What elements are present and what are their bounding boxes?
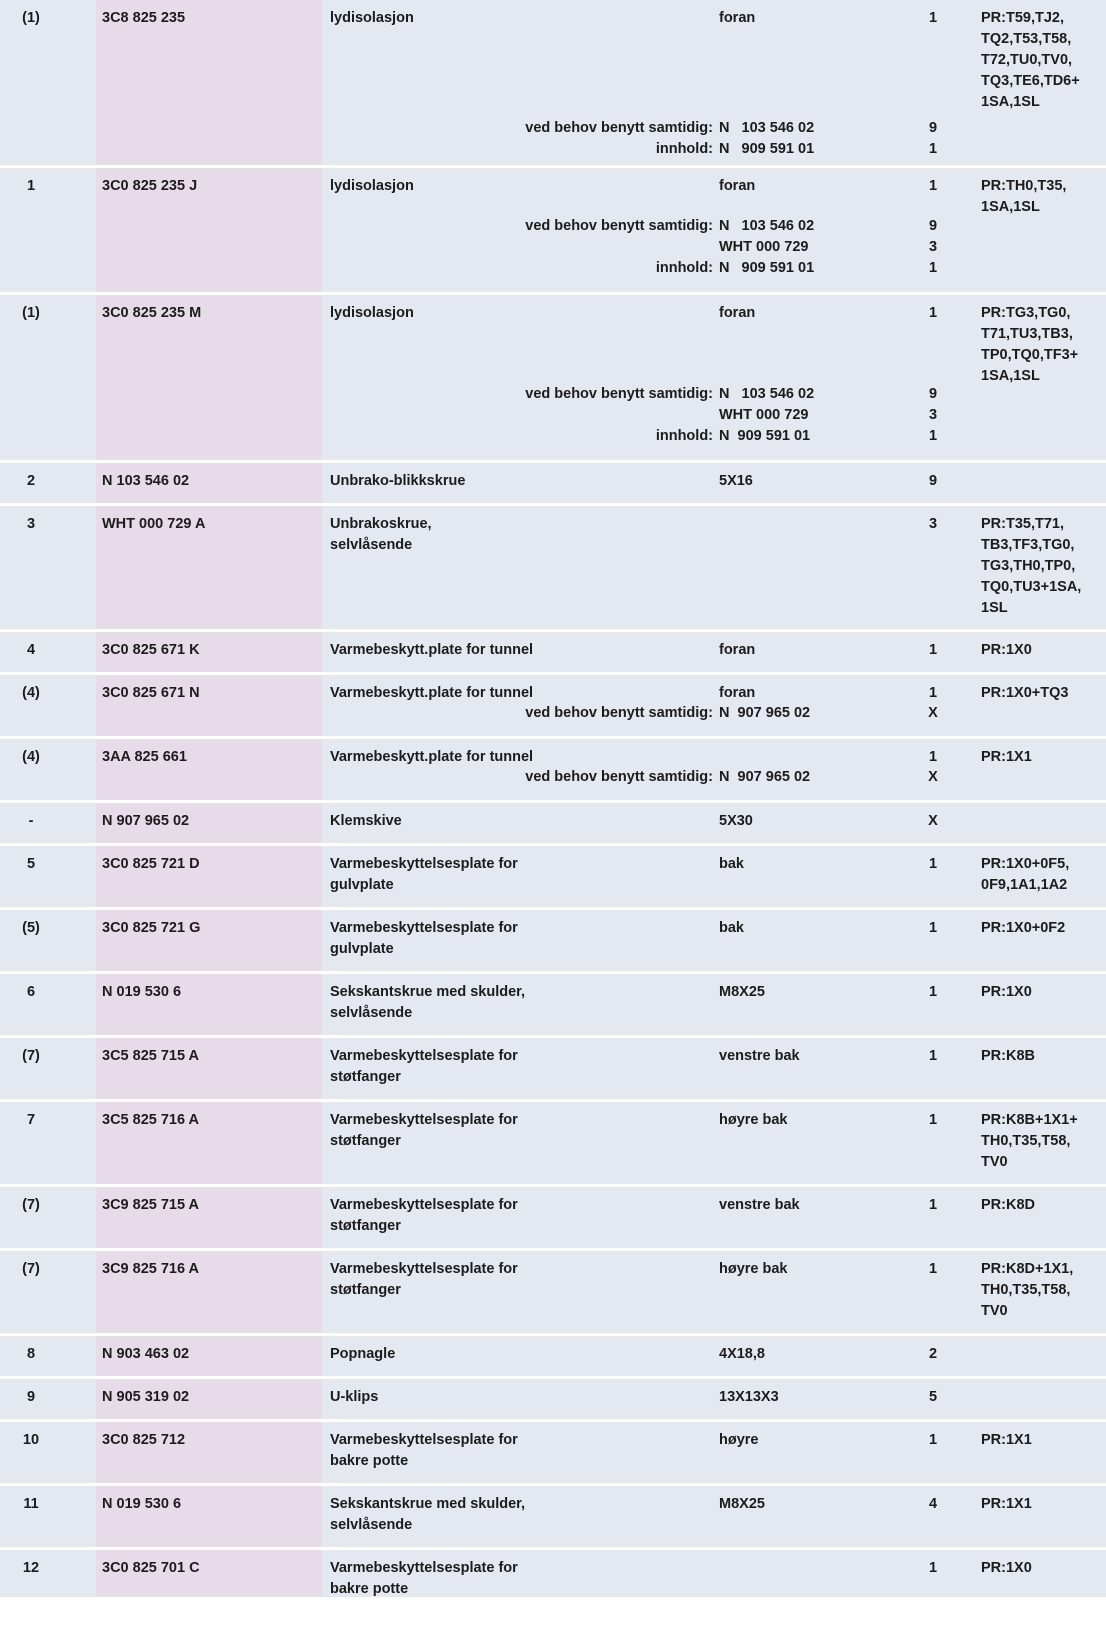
remark-cell: 5X16 bbox=[719, 473, 753, 489]
model-data-cell bbox=[981, 683, 1103, 704]
model-data-cell bbox=[981, 176, 1103, 218]
model-data-line: TG3,TH0,TP0, bbox=[981, 558, 1076, 574]
sub-part-number[interactable]: N 909 591 01 bbox=[719, 141, 815, 157]
position-cell: 5 bbox=[26, 856, 36, 872]
table-row bbox=[0, 295, 1106, 463]
description-cell: Varmebeskyttelsesplate for støtfanger bbox=[330, 1048, 518, 1085]
model-data-cell bbox=[981, 918, 1103, 939]
position-cell: 8 bbox=[26, 1346, 36, 1362]
model-data-line: T71,TU3,TB3, bbox=[981, 326, 1073, 342]
sub-part-quantity: 1 bbox=[928, 260, 938, 276]
model-data-line: PR:1X0+0F2 bbox=[981, 920, 1066, 936]
sub-part-label: ved behov benytt samtidig: bbox=[525, 705, 713, 721]
quantity-cell: 3 bbox=[928, 516, 938, 532]
table-row bbox=[0, 803, 1106, 846]
model-data-line: TH0,T35,T58, bbox=[981, 1133, 1071, 1149]
quantity-cell: 4 bbox=[928, 1496, 938, 1512]
model-data-line: PR:K8D+1X1, bbox=[981, 1261, 1074, 1277]
position-cell: 3 bbox=[26, 516, 36, 532]
description-cell: Varmebeskyttelsesplate for støtfanger bbox=[330, 1261, 518, 1298]
position-cell: 2 bbox=[26, 473, 36, 489]
sub-part-quantity: 3 bbox=[928, 239, 938, 255]
position-cell: 4 bbox=[26, 642, 36, 658]
quantity-cell: 1 bbox=[928, 749, 938, 765]
sub-part-line bbox=[0, 258, 1106, 279]
part-number-cell[interactable]: 3C0 825 712 bbox=[102, 1432, 186, 1448]
model-data-cell bbox=[981, 1046, 1103, 1067]
description-cell: Varmebeskyttelsesplate for støtfanger bbox=[330, 1112, 518, 1149]
remark-cell: høyre bak bbox=[719, 1261, 788, 1277]
sub-part-number[interactable]: N 909 591 01 bbox=[719, 428, 811, 444]
model-data-line: TH0,T35,T58, bbox=[981, 1282, 1071, 1298]
quantity-cell: 1 bbox=[928, 856, 938, 872]
position-cell: (4) bbox=[22, 685, 40, 701]
model-data-line: PR:TH0,T35, bbox=[981, 178, 1067, 194]
table-row bbox=[0, 1379, 1106, 1422]
quantity-cell: 1 bbox=[928, 1048, 938, 1064]
sub-part-line bbox=[0, 405, 1106, 426]
position-cell: 7 bbox=[26, 1112, 36, 1128]
description-cell: Varmebeskyttelsesplate for gulvplate bbox=[330, 920, 518, 957]
model-data-line: PR:T35,T71, bbox=[981, 516, 1064, 532]
model-data-line: PR:T59,TJ2, bbox=[981, 10, 1064, 26]
description-cell: Sekskantskrue med skulder, selvlåsende bbox=[330, 1496, 526, 1533]
sub-part-line bbox=[0, 426, 1106, 447]
position-cell: 12 bbox=[22, 1560, 40, 1576]
description-cell: Popnagle bbox=[330, 1346, 396, 1362]
description-cell: lydisolasjon bbox=[330, 10, 414, 26]
table-row bbox=[0, 1336, 1106, 1379]
part-number-cell[interactable]: N 903 463 02 bbox=[102, 1346, 190, 1362]
part-number-cell[interactable]: 3C0 825 235 M bbox=[102, 305, 202, 321]
sub-part-line bbox=[0, 767, 1106, 788]
model-data-line: TQ2,T53,T58, bbox=[981, 31, 1072, 47]
quantity-cell: 2 bbox=[928, 1346, 938, 1362]
quantity-cell: 1 bbox=[928, 10, 938, 26]
model-data-line: 1SA,1SL bbox=[981, 368, 1040, 384]
part-number-cell[interactable]: 3C9 825 715 A bbox=[102, 1197, 200, 1213]
model-data-line: 1SA,1SL bbox=[981, 199, 1040, 215]
quantity-cell: 1 bbox=[928, 178, 938, 194]
quantity-cell: X bbox=[928, 813, 938, 829]
remark-cell: 5X30 bbox=[719, 813, 753, 829]
table-row bbox=[0, 1187, 1106, 1251]
table-row bbox=[0, 1422, 1106, 1486]
model-data-cell bbox=[981, 1430, 1103, 1451]
model-data-line: PR:1X0+TQ3 bbox=[981, 685, 1069, 701]
model-data-line: TB3,TF3,TG0, bbox=[981, 537, 1075, 553]
model-data-line: PR:1X1 bbox=[981, 1432, 1032, 1448]
model-data-line: 0F9,1A1,1A2 bbox=[981, 877, 1068, 893]
table-row bbox=[0, 1550, 1106, 1600]
remark-cell: venstre bak bbox=[719, 1048, 800, 1064]
model-data-line: TP0,TQ0,TF3+ bbox=[981, 347, 1079, 363]
model-data-cell bbox=[981, 514, 1103, 619]
model-data-cell bbox=[981, 747, 1103, 768]
part-number-cell[interactable]: N 907 965 02 bbox=[102, 813, 190, 829]
table-row bbox=[0, 974, 1106, 1038]
remark-cell: bak bbox=[719, 856, 744, 872]
sub-part-number[interactable]: N 907 965 02 bbox=[719, 769, 811, 785]
sub-part-line bbox=[0, 237, 1106, 258]
part-number-cell[interactable]: 3C8 825 235 bbox=[102, 10, 186, 26]
sub-part-quantity: X bbox=[928, 705, 938, 721]
position-cell: 9 bbox=[26, 1389, 36, 1405]
description-cell: Sekskantskrue med skulder, selvlåsende bbox=[330, 984, 526, 1021]
remark-cell: foran bbox=[719, 685, 756, 701]
part-number-cell[interactable]: 3C0 825 235 J bbox=[102, 178, 198, 194]
model-data-line: TV0 bbox=[981, 1154, 1008, 1170]
sub-part-quantity: 9 bbox=[928, 120, 938, 136]
sub-part-number[interactable]: N 907 965 02 bbox=[719, 705, 811, 721]
position-cell: 11 bbox=[23, 1496, 39, 1512]
description-cell: Unbrakoskrue, selvlåsende bbox=[330, 516, 432, 553]
sub-part-quantity: 9 bbox=[928, 218, 938, 234]
remark-cell: M8X25 bbox=[719, 984, 765, 1000]
part-number-cell[interactable]: 3C0 825 701 C bbox=[102, 1560, 200, 1576]
sub-part-line bbox=[0, 703, 1106, 724]
quantity-cell: 1 bbox=[928, 920, 938, 936]
sub-part-number[interactable]: WHT 000 729 bbox=[719, 239, 809, 255]
remark-cell: venstre bak bbox=[719, 1197, 800, 1213]
sub-part-label: innhold: bbox=[655, 260, 713, 276]
model-data-line: PR:1X1 bbox=[981, 1496, 1032, 1512]
position-cell: 10 bbox=[22, 1432, 40, 1448]
table-row bbox=[0, 168, 1106, 295]
table-row bbox=[0, 739, 1106, 803]
quantity-cell: 1 bbox=[928, 984, 938, 1000]
sub-part-label: innhold: bbox=[655, 428, 713, 444]
position-cell: - bbox=[28, 813, 34, 829]
model-data-cell bbox=[981, 1195, 1103, 1216]
position-cell: 1 bbox=[26, 178, 36, 194]
sub-part-quantity: X bbox=[928, 769, 938, 785]
part-number-cell[interactable]: N 103 546 02 bbox=[102, 473, 190, 489]
description-cell: Varmebeskytt.plate for tunnel bbox=[330, 685, 534, 701]
table-row bbox=[0, 846, 1106, 910]
model-data-line: PR:1X0 bbox=[981, 1560, 1032, 1576]
sub-part-label: ved behov benytt samtidig: bbox=[525, 218, 713, 234]
sub-part-label: ved behov benytt samtidig: bbox=[525, 769, 713, 785]
quantity-cell: 9 bbox=[928, 473, 938, 489]
model-data-line: PR:K8D bbox=[981, 1197, 1035, 1213]
quantity-cell: 1 bbox=[928, 1261, 938, 1277]
table-row bbox=[0, 1251, 1106, 1336]
position-cell: (1) bbox=[22, 10, 40, 26]
quantity-cell: 1 bbox=[928, 305, 938, 321]
table-row bbox=[0, 463, 1106, 506]
part-number-cell[interactable]: 3C9 825 716 A bbox=[102, 1261, 200, 1277]
model-data-line: TQ3,TE6,TD6+ bbox=[981, 73, 1080, 89]
table-row bbox=[0, 506, 1106, 632]
remark-cell: M8X25 bbox=[719, 1496, 765, 1512]
remark-cell: høyre bbox=[719, 1432, 759, 1448]
part-number-cell[interactable]: 3C0 825 721 D bbox=[102, 856, 200, 872]
model-data-line: PR:K8B bbox=[981, 1048, 1035, 1064]
sub-part-number[interactable]: N 103 546 02 bbox=[719, 386, 815, 402]
model-data-cell bbox=[981, 1558, 1103, 1579]
quantity-cell: 1 bbox=[928, 685, 938, 701]
model-data-line: T72,TU0,TV0, bbox=[981, 52, 1073, 68]
remark-cell: 4X18,8 bbox=[719, 1346, 765, 1362]
quantity-cell: 1 bbox=[928, 642, 938, 658]
part-number-cell[interactable]: 3C5 825 716 A bbox=[102, 1112, 200, 1128]
position-cell: (7) bbox=[22, 1261, 40, 1277]
sub-part-number[interactable]: N 103 546 02 bbox=[719, 218, 815, 234]
position-cell: (4) bbox=[22, 749, 40, 765]
description-cell: Varmebeskyttelsesplate for bakre potte bbox=[330, 1560, 518, 1597]
table-row bbox=[0, 1038, 1106, 1102]
quantity-cell: 1 bbox=[928, 1197, 938, 1213]
table-row bbox=[0, 1486, 1106, 1550]
description-cell: Varmebeskyttelsesplate for støtfanger bbox=[330, 1197, 518, 1234]
model-data-cell bbox=[981, 854, 1103, 896]
remark-cell: foran bbox=[719, 305, 756, 321]
description-cell: Varmebeskytt.plate for tunnel bbox=[330, 749, 534, 765]
quantity-cell: 5 bbox=[928, 1389, 938, 1405]
position-cell: (1) bbox=[22, 305, 40, 321]
model-data-cell bbox=[981, 303, 1103, 387]
part-number-cell[interactable]: N 019 530 6 bbox=[102, 1496, 182, 1512]
sub-part-line bbox=[0, 384, 1106, 405]
description-cell: Varmebeskytt.plate for tunnel bbox=[330, 642, 534, 658]
sub-part-label: ved behov benytt samtidig: bbox=[525, 120, 713, 136]
part-number-cell[interactable]: 3AA 825 661 bbox=[102, 749, 187, 765]
part-number-cell[interactable]: 3C0 825 721 G bbox=[102, 920, 201, 936]
table-row bbox=[0, 632, 1106, 675]
model-data-cell bbox=[981, 8, 1103, 113]
position-cell: (7) bbox=[22, 1048, 40, 1064]
description-cell: Varmebeskyttelsesplate for gulvplate bbox=[330, 856, 518, 893]
model-data-line: PR:TG3,TG0, bbox=[981, 305, 1071, 321]
model-data-line: TQ0,TU3+1SA, bbox=[981, 579, 1082, 595]
sub-part-number[interactable]: WHT 000 729 bbox=[719, 407, 809, 423]
description-cell: Unbrako-blikkskrue bbox=[330, 473, 466, 489]
sub-part-label: ved behov benytt samtidig: bbox=[525, 386, 713, 402]
model-data-line: PR:K8B+1X1+ bbox=[981, 1112, 1078, 1128]
position-cell: (7) bbox=[22, 1197, 40, 1213]
part-number-cell[interactable]: N 905 319 02 bbox=[102, 1389, 190, 1405]
description-cell: U-klips bbox=[330, 1389, 379, 1405]
sub-part-number[interactable]: N 909 591 01 bbox=[719, 260, 815, 276]
part-number-cell[interactable]: 3C0 825 671 N bbox=[102, 685, 200, 701]
model-data-line: PR:1X0 bbox=[981, 984, 1032, 1000]
model-data-line: TV0 bbox=[981, 1303, 1008, 1319]
quantity-cell: 1 bbox=[928, 1432, 938, 1448]
position-cell: (5) bbox=[22, 920, 40, 936]
sub-part-line bbox=[0, 139, 1106, 160]
sub-part-label: innhold: bbox=[655, 141, 713, 157]
table-row bbox=[0, 910, 1106, 974]
model-data-cell bbox=[981, 1110, 1103, 1173]
remark-cell: foran bbox=[719, 10, 756, 26]
model-data-cell bbox=[981, 640, 1103, 661]
sub-part-line bbox=[0, 216, 1106, 237]
model-data-line: PR:1X1 bbox=[981, 749, 1032, 765]
remark-cell: foran bbox=[719, 178, 756, 194]
part-number-cell[interactable]: N 019 530 6 bbox=[102, 984, 182, 1000]
model-data-cell bbox=[981, 982, 1103, 1003]
model-data-line: 1SA,1SL bbox=[981, 94, 1040, 110]
part-number-cell[interactable]: WHT 000 729 A bbox=[102, 516, 206, 532]
model-data-cell bbox=[981, 1494, 1103, 1515]
table-row bbox=[0, 675, 1106, 739]
remark-cell: foran bbox=[719, 642, 756, 658]
model-data-line: PR:1X0 bbox=[981, 642, 1032, 658]
quantity-cell: 1 bbox=[928, 1560, 938, 1576]
remark-cell: bak bbox=[719, 920, 744, 936]
description-cell: Varmebeskyttelsesplate for bakre potte bbox=[330, 1432, 518, 1469]
description-cell: lydisolasjon bbox=[330, 178, 414, 194]
table-row bbox=[0, 0, 1106, 168]
sub-part-quantity: 1 bbox=[928, 141, 938, 157]
sub-part-line bbox=[0, 118, 1106, 139]
quantity-cell: 1 bbox=[928, 1112, 938, 1128]
description-cell: Klemskive bbox=[330, 813, 402, 829]
table-row bbox=[0, 1102, 1106, 1187]
part-number-cell[interactable]: 3C0 825 671 K bbox=[102, 642, 200, 658]
model-data-cell bbox=[981, 1259, 1103, 1322]
model-data-line: PR:1X0+0F5, bbox=[981, 856, 1070, 872]
model-data-line: 1SL bbox=[981, 600, 1008, 616]
position-cell: 6 bbox=[26, 984, 36, 1000]
remark-cell: 13X13X3 bbox=[719, 1389, 779, 1405]
sub-part-number[interactable]: N 103 546 02 bbox=[719, 120, 815, 136]
part-number-cell[interactable]: 3C5 825 715 A bbox=[102, 1048, 200, 1064]
description-cell: lydisolasjon bbox=[330, 305, 414, 321]
remark-cell: høyre bak bbox=[719, 1112, 788, 1128]
sub-part-quantity: 1 bbox=[928, 428, 938, 444]
sub-part-quantity: 9 bbox=[928, 386, 938, 402]
sub-part-quantity: 3 bbox=[928, 407, 938, 423]
